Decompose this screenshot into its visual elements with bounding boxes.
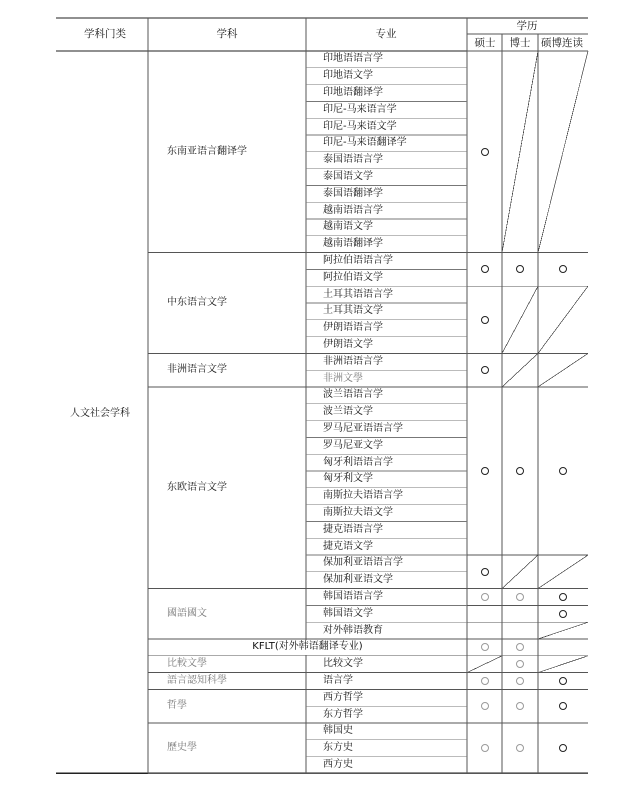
offered-mark-combined	[559, 677, 567, 685]
major-cell: 西方哲学	[323, 691, 363, 703]
major-cell: 保加利亚语语言学	[323, 557, 403, 569]
offered-mark-master	[481, 744, 489, 752]
major-cell: 东方史	[323, 742, 353, 754]
discipline-label: 东南亚语言翻译学	[167, 145, 247, 157]
offered-mark-master	[481, 467, 489, 475]
offered-mark-combined	[559, 702, 567, 710]
header-discipline: 学科	[216, 28, 238, 40]
major-cell: 西方史	[323, 759, 353, 770]
na-diagonal-line	[502, 286, 538, 353]
discipline-label: KFLT(对外韩语翻译专业)	[252, 641, 363, 653]
header-doctor: 博士	[509, 37, 531, 49]
header-combined: 硕博连读	[541, 37, 583, 49]
major-cell: 匈牙利文学	[323, 473, 373, 485]
major-cell: 印地语文学	[323, 70, 373, 82]
header-degree: 学历	[516, 20, 538, 32]
major-cell: 非洲文學	[323, 372, 363, 384]
offered-mark-doctor	[516, 643, 524, 651]
major-cell: 韩国语文学	[323, 607, 373, 619]
discipline-label: 國語國文	[167, 607, 207, 619]
na-diagonal-line	[538, 51, 588, 253]
offered-mark-combined	[559, 467, 567, 475]
major-cell: 捷克语语言学	[323, 523, 383, 535]
discipline-label: 語言認知科學	[167, 675, 227, 686]
major-cell: 泰国语语言学	[323, 154, 383, 166]
offered-mark-master	[481, 265, 489, 273]
major-cell: 印地语语言学	[323, 53, 383, 65]
major-cell: 土耳其语语言学	[323, 288, 393, 300]
offered-mark-master	[481, 702, 489, 710]
offered-mark-master	[481, 148, 489, 156]
major-cell: 越南语文学	[323, 221, 373, 233]
discipline-label: 比較文學	[167, 658, 207, 670]
offered-mark-combined	[559, 744, 567, 752]
na-diagonal-line	[502, 51, 538, 253]
header-category: 学科门类	[84, 28, 126, 40]
offered-mark-master	[481, 593, 489, 601]
na-diagonal-line	[538, 286, 588, 353]
na-diagonal-line	[538, 656, 588, 673]
major-cell: 捷克语文学	[323, 540, 373, 552]
offered-mark-doctor	[516, 744, 524, 752]
offered-mark-combined	[559, 265, 567, 273]
major-cell: 阿拉伯语文学	[323, 271, 383, 283]
major-cell: 土耳其语文学	[323, 305, 383, 317]
discipline-label: 非洲语言文学	[167, 364, 227, 376]
na-diagonal-line	[538, 555, 588, 589]
major-cell: 越南语语言学	[323, 204, 383, 216]
major-cell: 波兰语语言学	[323, 389, 383, 401]
offered-mark-master	[481, 677, 489, 685]
offered-mark-doctor	[516, 702, 524, 710]
offered-mark-doctor	[516, 593, 524, 601]
discipline-label: 哲學	[167, 700, 187, 712]
na-diagonal-line	[502, 353, 538, 387]
major-cell: 泰国语文学	[323, 171, 373, 182]
discipline-label: 歷史學	[167, 742, 197, 754]
major-cell: 非洲语语言学	[323, 355, 383, 367]
major-cell: 阿拉伯语语言学	[323, 255, 393, 266]
major-cell: 保加利亚语文学	[323, 574, 393, 586]
header-master: 硕士	[474, 37, 496, 49]
major-cell: 语言学	[323, 675, 353, 686]
na-diagonal-line	[538, 622, 588, 639]
na-diagonal-line	[502, 555, 538, 589]
offered-mark-combined	[559, 593, 567, 601]
offered-mark-master	[481, 643, 489, 651]
offered-mark-master	[481, 568, 489, 576]
header-major: 专业	[375, 28, 397, 40]
offered-mark-master	[481, 366, 489, 374]
major-cell: 印尼-马来语文学	[323, 120, 397, 132]
major-cell: 东方哲学	[323, 708, 363, 720]
major-cell: 越南语翻译学	[323, 238, 383, 250]
discipline-label: 中东语言文学	[167, 297, 227, 308]
offered-mark-doctor	[516, 467, 524, 475]
category-label: 人文社会学科	[70, 408, 130, 419]
offered-mark-master	[481, 316, 489, 324]
na-diagonal-line	[467, 656, 502, 673]
discipline-label: 东欧语言文学	[167, 481, 227, 493]
offered-mark-doctor	[516, 677, 524, 685]
major-cell: 罗马尼亚文学	[323, 439, 383, 451]
offered-mark-doctor	[516, 265, 524, 273]
major-cell: 韩国史	[323, 725, 353, 737]
major-cell: 印尼-马来语翻译学	[323, 137, 407, 149]
offered-mark-doctor	[516, 660, 524, 668]
major-cell: 伊朗语语言学	[323, 322, 383, 334]
major-cell: 比较文学	[323, 658, 363, 670]
na-diagonal-line	[538, 353, 588, 387]
major-cell: 南斯拉夫语语言学	[323, 490, 403, 502]
major-cell: 对外韩语教育	[323, 624, 383, 636]
major-cell: 南斯拉夫语文学	[323, 507, 393, 518]
major-cell: 波兰语文学	[323, 406, 373, 418]
major-cell: 韩国语语言学	[323, 591, 383, 602]
major-cell: 罗马尼亚语语言学	[323, 423, 403, 434]
major-cell: 泰国语翻译学	[323, 187, 383, 199]
major-cell: 印尼-马来语言学	[323, 103, 397, 115]
major-cell: 印地语翻译学	[323, 87, 383, 98]
offered-mark-combined	[559, 610, 567, 618]
major-cell: 匈牙利语语言学	[323, 456, 393, 468]
major-cell: 伊朗语文学	[323, 339, 373, 350]
